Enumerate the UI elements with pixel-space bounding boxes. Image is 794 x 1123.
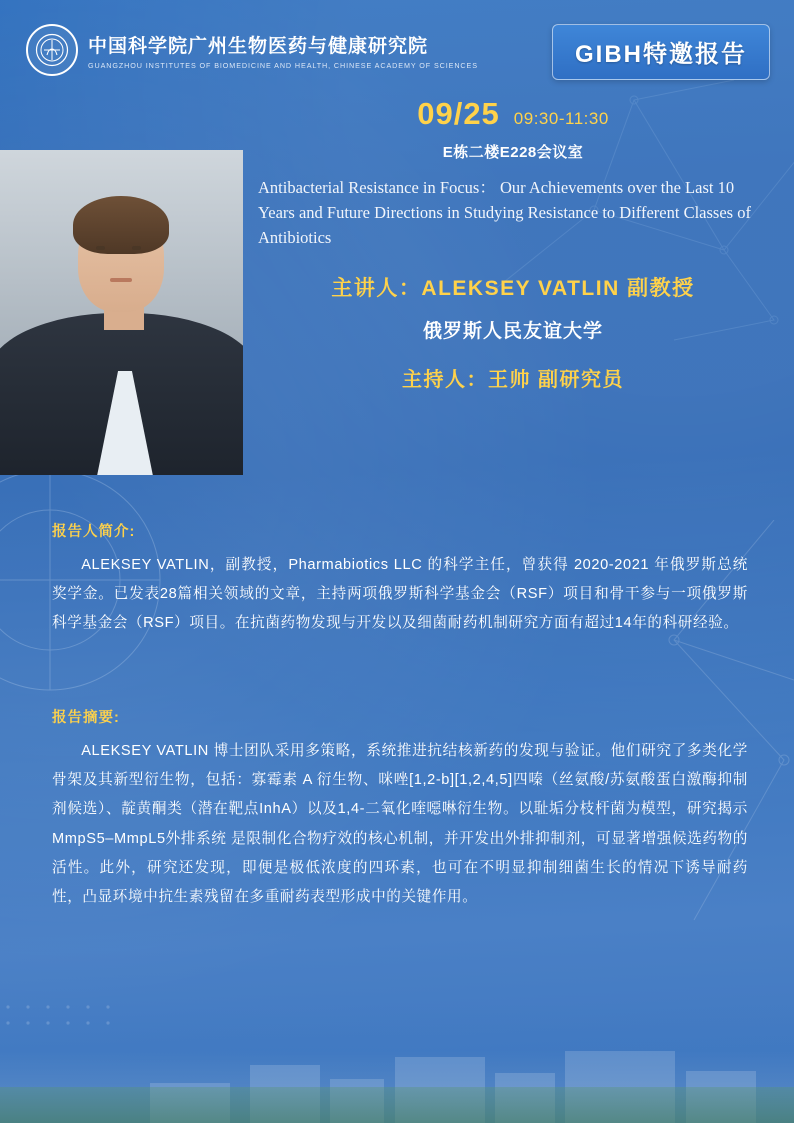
event-date: 09/25	[417, 96, 500, 131]
abstract-text: ALEKSEY VATLIN 博士团队采用多策略，系统推进抗结核新药的发现与验证。他们研究了多类化学骨架及其新型衍生物，包括：寡霉素 A 衍生物、咪唑[1,2-b][1,2,4,5]四嗪（丝氨酸/苏氨酸蛋白激酶抑制剂候选）、靛黄酮类（潜在靶点InhA）以及1,4-二氧化喹噁啉衍生物。以耻垢分枝杆菌为模型，研究揭示MmpS5–MmpL5外排系统 是限制化合物疗效的核心机制，并开发出外排抑制剂，可显著增强候选药物的活性。此外，研究还发现，即便是极低浓度的四环素，也可在不明显抑制细菌生长的情况下诱导耐药性，凸显环境中抗生素残留在多重耐药表型形成中的关键作用。	[52, 743, 748, 905]
speaker-bio-text: ALEKSEY VATLIN，副教授，Pharmabiotics LLC 的科学主任，曾获得 2020-2021 年俄罗斯总统奖学金。已发表28篇相关领域的文章，主持两项俄罗斯科学基金会（RSF）项目和骨干参与一项俄罗斯科学基金会（RSF）项目。在抗菌药物发现与开发以及细菌耐药机制研究方面有超过14年的科研经验。	[52, 557, 748, 632]
abstract-section	[52, 706, 748, 912]
event-dateline	[258, 96, 768, 132]
speaker-bio-heading: 报告人简介:	[52, 524, 136, 540]
speaker-name: 主讲人：ALEKSEY VATLIN 副教授	[331, 277, 695, 301]
event-time: 09:30-11:30	[513, 109, 609, 128]
institute-name-block	[88, 31, 478, 70]
speaker-photo	[0, 150, 243, 475]
abstract-heading: 报告摘要:	[52, 710, 120, 726]
institute-emblem-icon	[26, 24, 78, 76]
campus-skyline-decoration	[0, 1003, 794, 1123]
speaker-bio-section	[52, 520, 748, 639]
speaker-affiliation: 俄罗斯人民友谊大学	[422, 321, 603, 343]
decor-dot-grid	[0, 1003, 220, 1039]
gibh-lecture-badge-label: GIBH特邀报告	[575, 41, 747, 68]
poster-header	[0, 0, 794, 94]
talk-title: Antibacterial Resistance in Focus： Our Achievements over the Last 10 Years and Future Directions in Studying Resistance to Different Classes of Antibiotics	[258, 178, 751, 247]
host-name: 主持人：王帅 副研究员	[401, 369, 625, 392]
institute-name-en: GUANGZHOU INSTITUTES OF BIOMEDICINE AND HEALTH, CHINESE ACADEMY OF SCIENCES	[88, 60, 478, 70]
event-title-block	[258, 96, 768, 392]
gibh-lecture-badge	[552, 24, 770, 80]
institute-logo	[26, 24, 478, 76]
event-room: E栋二楼E228会议室	[442, 144, 584, 161]
institute-name-cn: 中国科学院广州生物医药与健康研究院	[88, 35, 429, 57]
